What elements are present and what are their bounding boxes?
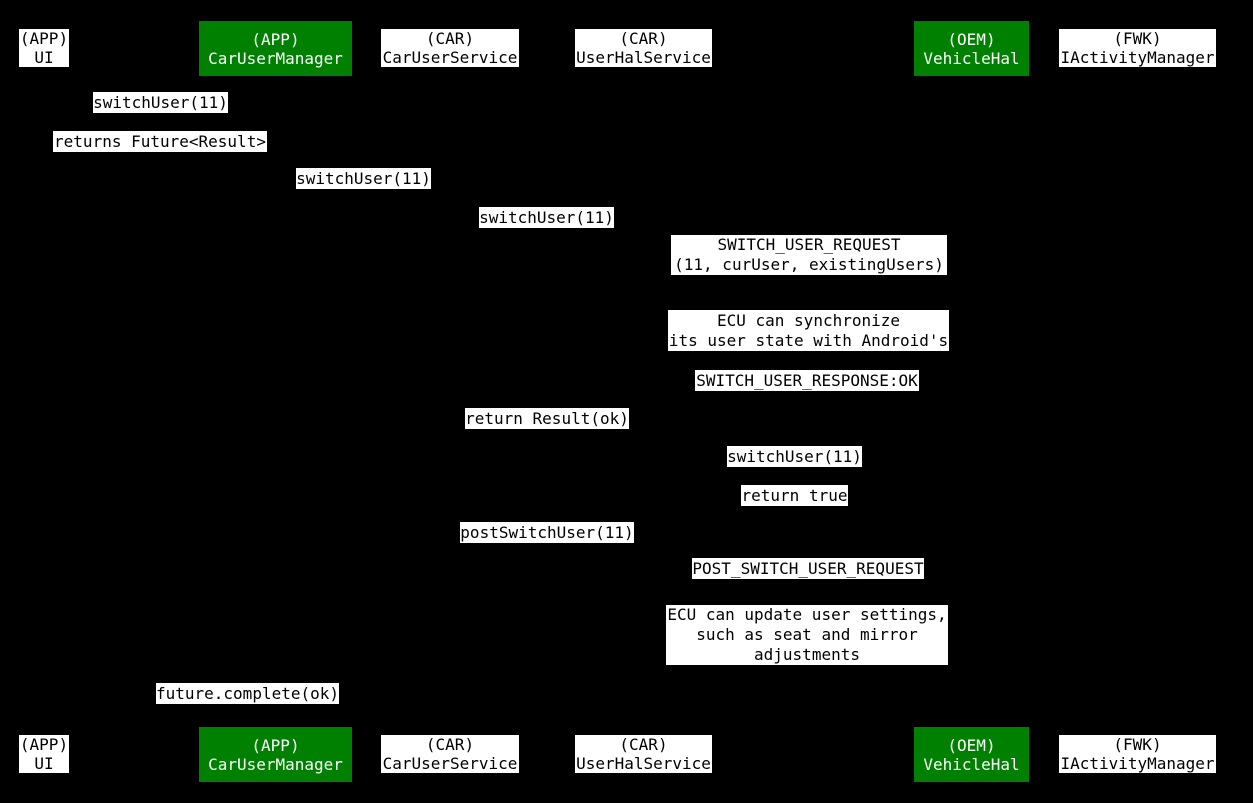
text-line: adjustments xyxy=(754,645,860,664)
text-line: (FWK) xyxy=(1113,29,1162,48)
text-line: postSwitchUser(11) xyxy=(460,522,634,542)
actor-ui-top xyxy=(19,29,69,67)
text-line: UserHalService xyxy=(576,48,711,67)
message-label-msg-future-complete-ok xyxy=(156,683,339,704)
message-label-msg-switchuser-to-carusermanager xyxy=(93,92,228,113)
text-line: CarUserManager xyxy=(208,754,343,774)
text-line: future.complete(ok) xyxy=(155,683,340,703)
text-line: CarUserManager xyxy=(208,48,343,68)
text-line: switchUser(11) xyxy=(93,92,228,112)
message-label-msg-return-result-ok xyxy=(465,408,629,429)
actor-vehicle-hal-bottom xyxy=(914,727,1029,782)
actor-car-user-service-bottom xyxy=(381,735,519,773)
actor-vehicle-hal-top xyxy=(914,21,1029,76)
text-line: (CAR) xyxy=(619,29,668,48)
text-line: (APP) xyxy=(19,29,69,48)
actor-user-hal-service-top xyxy=(575,29,712,67)
text-line: return true xyxy=(741,485,848,505)
text-line: UI xyxy=(34,754,54,773)
text-line: ECU can synchronize xyxy=(716,310,901,330)
text-line: VehicleHal xyxy=(923,48,1020,68)
actor-car-user-service-top xyxy=(381,29,519,67)
text-line: CarUserService xyxy=(382,48,518,67)
text-line: SWITCH_USER_REQUEST xyxy=(717,235,901,254)
actor-car-user-manager-top xyxy=(199,21,352,76)
text-line: returns Future<Result> xyxy=(54,131,266,151)
text-line: (11, curUser, existingUsers) xyxy=(674,255,944,274)
message-label-msg-switch-user-request xyxy=(671,235,947,275)
message-label-msg-switchuser-to-caruserservice xyxy=(296,168,431,189)
message-label-msg-switchuser-to-userhalservice xyxy=(479,207,614,228)
text-line: IActivityManager xyxy=(1060,48,1215,67)
text-line: UI xyxy=(34,48,54,67)
actor-car-user-manager-bottom xyxy=(199,727,352,782)
message-label-msg-post-switch-user-request xyxy=(692,558,924,579)
text-line: ECU can update user settings, xyxy=(667,605,947,624)
message-label-msg-return-true xyxy=(741,485,848,506)
message-label-msg-switchuser-to-activitymanager xyxy=(727,446,862,467)
text-line: (CAR) xyxy=(425,735,475,754)
note-label-note-ecu-update-settings xyxy=(666,605,948,665)
text-line: switchUser(11) xyxy=(479,207,614,227)
text-line: POST_SWITCH_USER_REQUEST xyxy=(692,558,924,578)
text-line: (CAR) xyxy=(619,735,668,754)
note-label-note-ecu-synchronize xyxy=(668,310,949,351)
text-line: SWITCH_USER_RESPONSE:OK xyxy=(696,370,918,390)
text-line: (APP) xyxy=(19,735,69,754)
text-line: (FWK) xyxy=(1113,735,1162,754)
text-line: (CAR) xyxy=(425,29,475,48)
text-line: switchUser(11) xyxy=(727,446,862,466)
text-line: UserHalService xyxy=(576,754,711,773)
message-label-msg-switch-user-response-ok xyxy=(695,370,919,391)
text-line: (OEM) xyxy=(947,29,996,49)
text-line: (APP) xyxy=(251,29,300,49)
message-label-msg-returns-future-result xyxy=(53,131,267,152)
text-line: such as seat and mirror xyxy=(696,625,918,644)
text-line: return Result(ok) xyxy=(465,408,629,428)
text-line: (OEM) xyxy=(947,735,996,755)
text-line: its user state with Android's xyxy=(668,330,949,350)
text-line: IActivityManager xyxy=(1060,754,1215,773)
actor-iactivity-manager-top xyxy=(1059,29,1216,67)
text-line: (APP) xyxy=(251,735,300,755)
actor-user-hal-service-bottom xyxy=(575,735,712,773)
text-line: VehicleHal xyxy=(923,754,1020,774)
text-line: switchUser(11) xyxy=(296,168,431,188)
actor-ui-bottom xyxy=(19,735,69,773)
actor-iactivity-manager-bottom xyxy=(1059,735,1216,773)
message-label-msg-postswitchuser xyxy=(460,522,634,543)
text-line: CarUserService xyxy=(382,754,518,773)
